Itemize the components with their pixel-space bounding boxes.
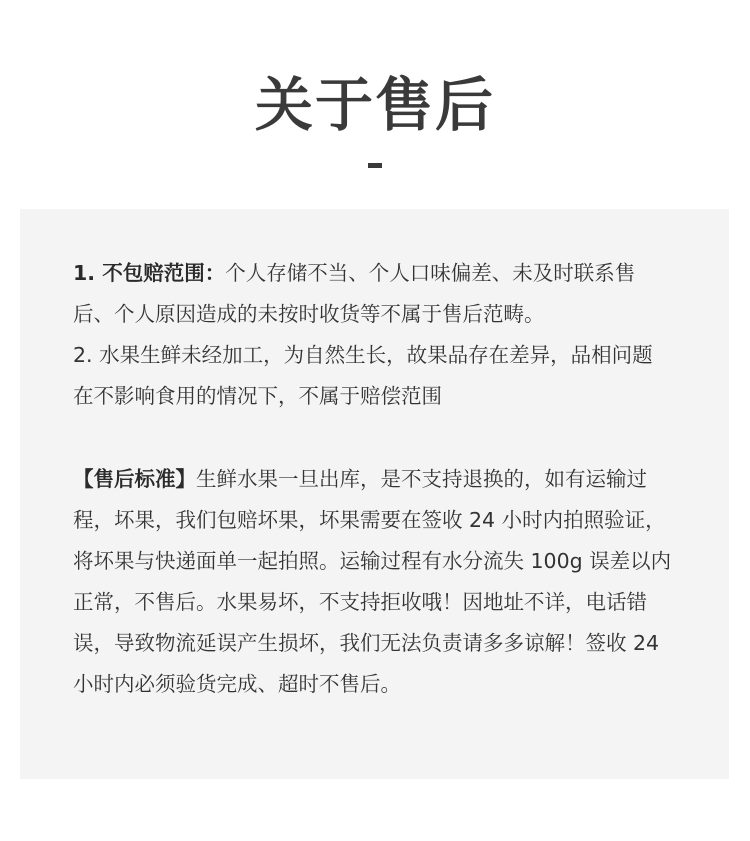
after-sales-standard-block — [73, 459, 673, 705]
exclusion-label: 1. 不包赔范围： — [73, 261, 226, 285]
exclusion-scope-block — [73, 253, 673, 417]
exclusion-item-1 — [73, 253, 673, 335]
exclusion-item-2: 2. 水果生鲜未经加工，为自然生长，故果品存在差异，品相问题在不影响食用的情况下，不属于赔偿范围 — [73, 343, 653, 408]
title-dash-divider — [368, 163, 382, 168]
exclusion-text: 个人存储不当、个人口味偏差、未及时联系售后、个人原因造成的未按时收货等不属于售后范畴。 — [73, 261, 636, 326]
standard-text: 生鲜水果一旦出库，是不支持退换的，如有运输过程，坏果，我们包赔坏果，坏果需要在签收 24 小时内拍照验证，将坏果与快递面单一起拍照。运输过程有水分流失 100g 误差以内正常，不售后。水果易坏，不支持拒收哦！因地址不详，电话错误，导致物流延误产生损坏，我们无法负责请多多谅解！签收 24 小时内必须验货完成、超时不售后。 — [73, 467, 672, 696]
page-title: 关于售后 — [254, 71, 495, 139]
standard-label: 【售后标准】 — [73, 467, 196, 491]
